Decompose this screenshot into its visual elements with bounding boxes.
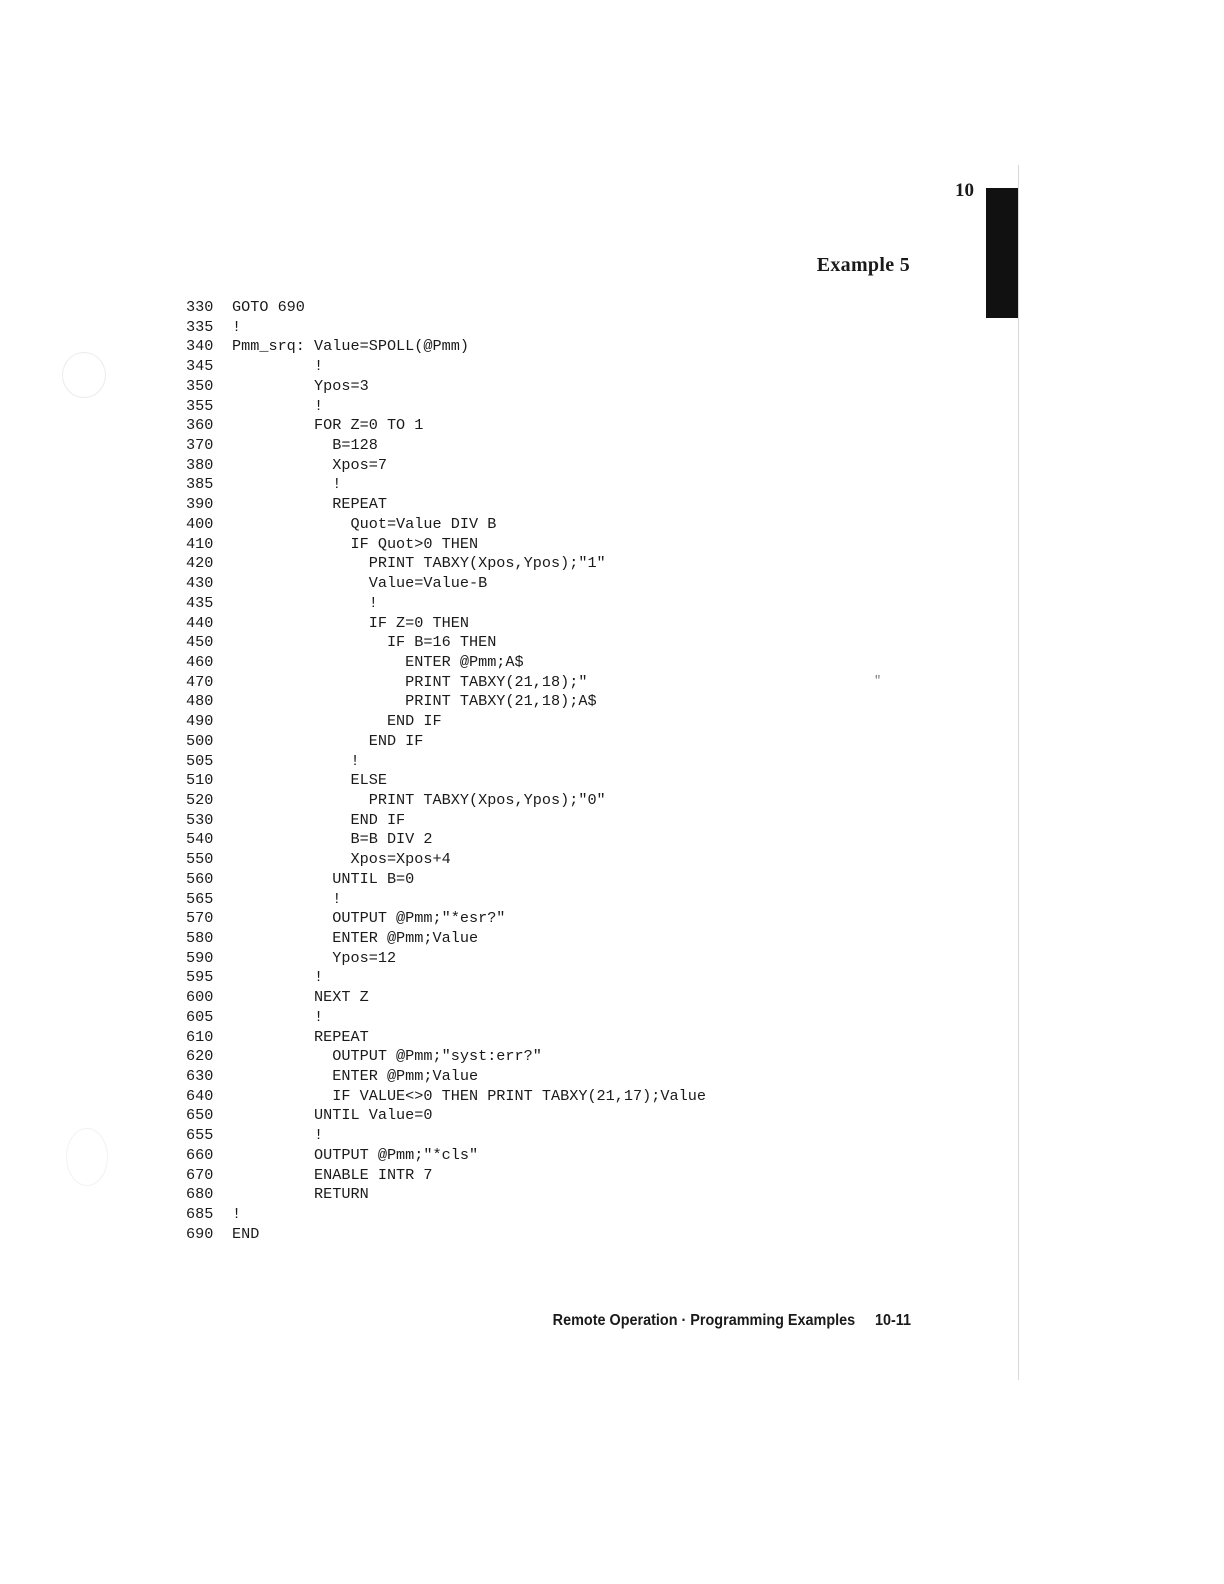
line-number: 610 xyxy=(186,1027,214,1046)
line-code: PRINT TABXY(Xpos,Ypos);"1" xyxy=(232,554,606,573)
line-number: 440 xyxy=(186,613,214,632)
line-code: ENTER @Pmm;A$ xyxy=(232,652,524,671)
line-number: 390 xyxy=(186,495,214,514)
chapter-number: 10 xyxy=(955,180,974,201)
line-code: B=128 xyxy=(232,436,378,455)
code-line xyxy=(186,771,706,791)
line-code: ! xyxy=(232,1007,324,1026)
line-code: ! xyxy=(232,1205,242,1224)
line-number: 655 xyxy=(186,1126,214,1145)
code-line xyxy=(186,791,706,811)
code-line xyxy=(186,535,706,555)
code-line xyxy=(186,811,706,831)
line-code: Value=Value-B xyxy=(232,574,488,593)
line-number: 540 xyxy=(186,830,214,849)
chapter-thumb-tab xyxy=(986,188,1018,318)
line-code: ! xyxy=(232,396,324,415)
line-code: ! xyxy=(232,751,360,770)
code-line xyxy=(186,968,706,988)
line-code: UNTIL B=0 xyxy=(232,869,415,888)
code-line xyxy=(186,515,706,535)
binder-hole-mark xyxy=(62,352,106,398)
line-code: IF Z=0 THEN xyxy=(232,613,469,632)
line-number: 355 xyxy=(186,396,214,415)
line-number: 530 xyxy=(186,810,214,829)
line-code: ELSE xyxy=(232,771,387,790)
line-code: ENTER @Pmm;Value xyxy=(232,929,479,947)
line-number: 350 xyxy=(186,376,214,395)
line-code: ENABLE INTR 7 xyxy=(232,1165,433,1184)
code-line xyxy=(186,1047,706,1067)
line-number: 370 xyxy=(186,436,214,455)
code-line xyxy=(186,337,706,357)
line-code: REPEAT xyxy=(232,495,387,514)
section-title: Example 5 xyxy=(816,254,910,276)
code-line xyxy=(186,712,706,732)
line-code: PRINT TABXY(Xpos,Ypos);"0" xyxy=(232,790,606,809)
page-edge-rule xyxy=(1018,165,1019,1380)
line-number: 580 xyxy=(186,929,214,947)
code-line xyxy=(186,614,706,634)
code-line xyxy=(186,949,706,969)
code-line xyxy=(186,850,706,870)
line-number: 670 xyxy=(186,1165,214,1184)
code-line xyxy=(186,752,706,772)
code-line xyxy=(186,377,706,397)
line-code: ! xyxy=(232,475,342,494)
line-number: 510 xyxy=(186,771,214,790)
line-code: ! xyxy=(232,1126,324,1145)
line-code: NEXT Z xyxy=(232,988,369,1007)
line-number: 340 xyxy=(186,337,214,356)
code-line xyxy=(186,870,706,890)
line-code: PRINT TABXY(21,18);A$ xyxy=(232,692,597,711)
line-number: 640 xyxy=(186,1086,214,1105)
line-number: 480 xyxy=(186,692,214,711)
line-number: 570 xyxy=(186,909,214,928)
code-line xyxy=(186,692,706,712)
line-code: ENTER @Pmm;Value xyxy=(232,1067,479,1086)
line-code: ! xyxy=(232,593,378,612)
code-line xyxy=(186,1087,706,1107)
page-footer xyxy=(541,1312,911,1330)
line-code: END IF xyxy=(232,810,406,829)
code-line xyxy=(186,495,706,515)
line-code: Quot=Value DIV B xyxy=(232,514,497,533)
line-number: 490 xyxy=(186,712,214,731)
line-code: END xyxy=(232,1224,260,1243)
code-line xyxy=(186,890,706,910)
line-code: OUTPUT @Pmm;"*cls" xyxy=(232,1145,479,1164)
line-code: IF VALUE<>0 THEN PRINT TABXY(21,17);Value xyxy=(232,1086,706,1105)
line-number: 660 xyxy=(186,1145,214,1164)
code-line xyxy=(186,475,706,495)
line-code: ! xyxy=(232,889,342,908)
code-line xyxy=(186,1166,706,1186)
code-line xyxy=(186,1205,706,1225)
line-number: 690 xyxy=(186,1224,214,1243)
line-number: 450 xyxy=(186,633,214,652)
code-line xyxy=(186,397,706,417)
code-line xyxy=(186,357,706,377)
code-line xyxy=(186,594,706,614)
line-number: 650 xyxy=(186,1106,214,1125)
line-number: 470 xyxy=(186,672,214,691)
line-code: ! xyxy=(232,357,324,376)
line-number: 345 xyxy=(186,357,214,376)
line-number: 435 xyxy=(186,593,214,612)
line-code: IF B=16 THEN xyxy=(232,633,497,652)
code-line xyxy=(186,554,706,574)
line-number: 360 xyxy=(186,416,214,435)
binder-hole-mark xyxy=(66,1128,108,1186)
line-code: UNTIL Value=0 xyxy=(232,1106,433,1125)
code-line xyxy=(186,830,706,850)
code-line xyxy=(186,988,706,1008)
code-line xyxy=(186,1067,706,1087)
code-line xyxy=(186,673,706,693)
line-number: 620 xyxy=(186,1047,214,1066)
footer-title: Remote Operation · Programming Examples xyxy=(552,1312,856,1329)
code-line xyxy=(186,653,706,673)
line-number: 380 xyxy=(186,455,214,474)
line-number: 500 xyxy=(186,731,214,750)
code-line xyxy=(186,633,706,653)
line-number: 560 xyxy=(186,869,214,888)
code-line xyxy=(186,1126,706,1146)
code-line xyxy=(186,574,706,594)
line-code: OUTPUT @Pmm;"*esr?" xyxy=(232,909,506,928)
line-number: 550 xyxy=(186,850,214,869)
line-number: 685 xyxy=(186,1205,214,1224)
code-line xyxy=(186,436,706,456)
line-code: Ypos=3 xyxy=(232,376,369,395)
code-line xyxy=(186,416,706,436)
code-line xyxy=(186,1185,706,1205)
line-number: 410 xyxy=(186,534,214,553)
line-number: 630 xyxy=(186,1067,214,1086)
line-number: 330 xyxy=(186,298,214,316)
line-code: FOR Z=0 TO 1 xyxy=(232,416,424,435)
line-code: REPEAT xyxy=(232,1027,369,1046)
line-code: IF Quot>0 THEN xyxy=(232,534,479,553)
code-line xyxy=(186,1146,706,1166)
line-number: 430 xyxy=(186,574,214,593)
line-number: 590 xyxy=(186,948,214,967)
code-line xyxy=(186,456,706,476)
line-number: 505 xyxy=(186,751,214,770)
code-line xyxy=(186,929,706,949)
line-number: 520 xyxy=(186,790,214,809)
line-number: 595 xyxy=(186,968,214,987)
line-number: 385 xyxy=(186,475,214,494)
code-line xyxy=(186,1008,706,1028)
footer-page-number: 10-11 xyxy=(874,1312,911,1329)
line-code: END IF xyxy=(232,712,442,731)
line-code: GOTO 690 xyxy=(232,298,305,316)
code-line xyxy=(186,298,706,318)
code-line xyxy=(186,318,706,338)
line-code: ! xyxy=(232,968,324,987)
line-code: Pmm_srq: Value=SPOLL(@Pmm) xyxy=(232,337,469,356)
line-code: OUTPUT @Pmm;"syst:err?" xyxy=(232,1047,542,1066)
line-code: END IF xyxy=(232,731,424,750)
code-line xyxy=(186,732,706,752)
code-line xyxy=(186,1028,706,1048)
line-code: PRINT TABXY(21,18);" xyxy=(232,672,588,691)
line-number: 680 xyxy=(186,1185,214,1204)
line-number: 335 xyxy=(186,317,214,336)
line-number: 460 xyxy=(186,652,214,671)
line-code: B=B DIV 2 xyxy=(232,830,433,849)
code-line xyxy=(186,909,706,929)
line-code: Xpos=Xpos+4 xyxy=(232,850,451,869)
line-number: 605 xyxy=(186,1007,214,1026)
stray-mark: " xyxy=(874,674,882,688)
code-line xyxy=(186,1106,706,1126)
line-code: Xpos=7 xyxy=(232,455,387,474)
line-number: 420 xyxy=(186,554,214,573)
line-number: 600 xyxy=(186,988,214,1007)
line-number: 400 xyxy=(186,514,214,533)
code-listing xyxy=(186,298,706,1245)
line-code: Ypos=12 xyxy=(232,948,397,967)
line-code: RETURN xyxy=(232,1185,369,1204)
line-number: 565 xyxy=(186,889,214,908)
code-line xyxy=(186,1225,706,1245)
line-code: ! xyxy=(232,317,242,336)
